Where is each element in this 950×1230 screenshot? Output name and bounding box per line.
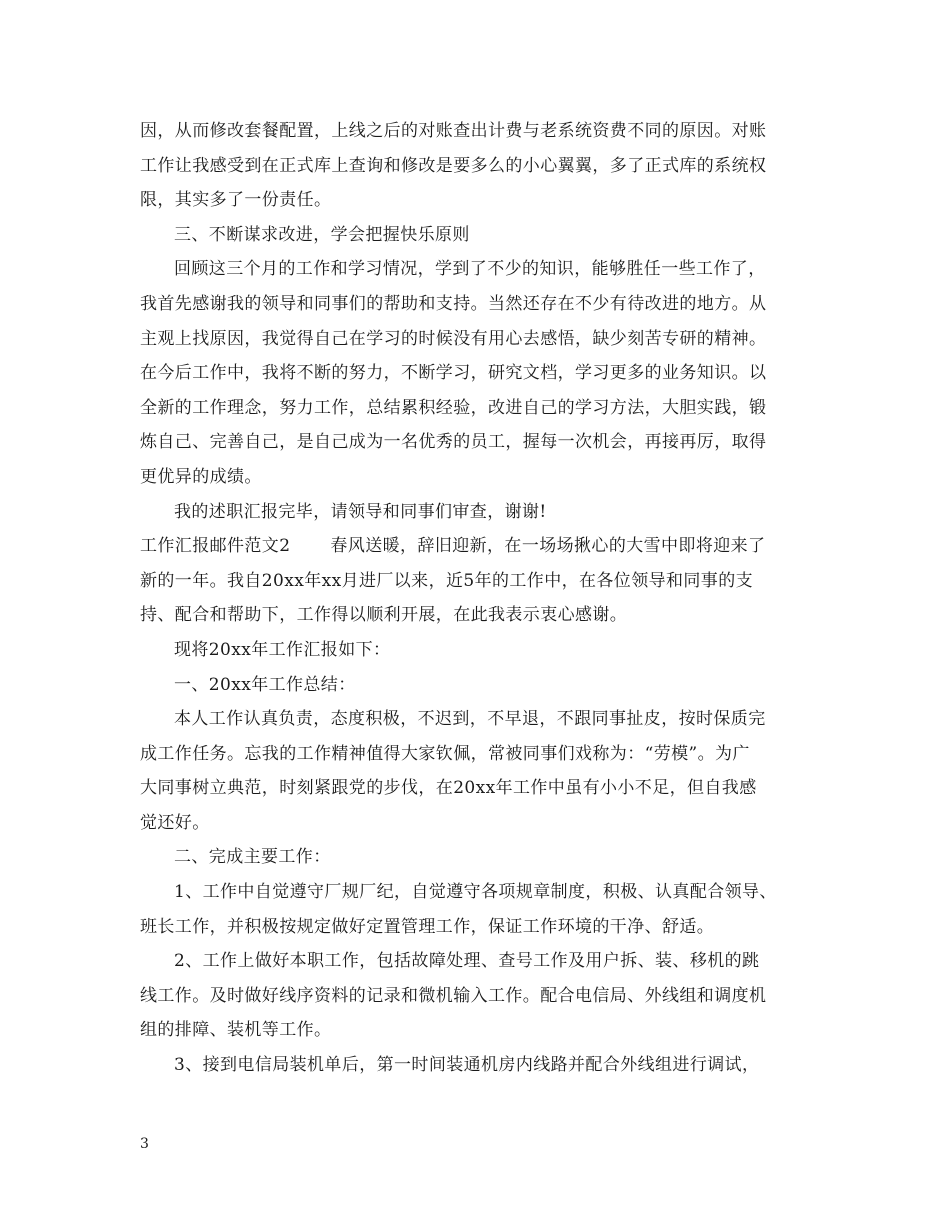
text-line: 1、工作中自觉遵守厂规厂纪，自觉遵守各项规章制度，积极、认真配合领导、	[174, 882, 777, 903]
article-title-line	[140, 529, 816, 564]
text-line: 班长工作，并积极按规定做好定置管理工作，保证工作环境的干净、舒适。	[140, 916, 715, 937]
text-line: 炼自己、完善自己，是自己成为一名优秀的员工，握每一次机会，再接再厉，取得	[140, 432, 767, 453]
article-title: 工作汇报邮件范文2	[140, 536, 291, 557]
text-line: 组的排障、装机等工作。	[140, 1020, 332, 1041]
text-line: 因，从而修改套餐配置，上线之后的对账查出计费与老系统资费不同的原因。对账	[140, 121, 767, 141]
document-body	[140, 114, 816, 1083]
text-line: 本人工作认真负责，态度积极，不迟到，不早退，不跟同事扯皮，按时保质完	[174, 709, 766, 730]
text-line: 3、接到电信局装机单后，第一时间装通机房内线路并配合外线组进行调试，	[174, 1055, 760, 1076]
text-line: 在今后工作中，我将不断的努力，不断学习，研究文档，学习更多的业务知识。以	[140, 363, 767, 384]
section-heading: 三、不断谋求改进，学会把握快乐原则	[174, 224, 470, 245]
text-line: 现将20xx年工作汇报如下：	[174, 639, 391, 660]
text-line: 大同事树立典范，时刻紧跟党的步伐，在20xx年工作中虽有小小不足，但自我感	[140, 778, 757, 799]
text-line: 工作让我感受到在正式库上查询和修改是要多么的小心翼翼，多了正式库的系统权	[140, 155, 767, 176]
text-line: 我的述职汇报完毕，请领导和同事们审查，谢谢!	[174, 501, 547, 522]
section-heading: 一、20xx年工作总结：	[174, 674, 356, 695]
text-line: 2、工作上做好本职工作，包括故障处理、查号工作及用户拆、装、移机的跳	[174, 951, 760, 972]
text-line: 成工作任务。忘我的工作精神值得大家钦佩，常被同事们戏称为：“劳模”。为广	[140, 743, 750, 764]
text-line: 线工作。及时做好线序资料的记录和微机输入工作。配合电信局、外线组和调度机	[140, 985, 767, 1006]
text-line: 觉还好。	[140, 812, 210, 833]
text-line: 限，其实多了一份责任。	[140, 190, 332, 211]
text-line: 更优异的成绩。	[140, 466, 262, 487]
section-heading: 二、完成主要工作：	[174, 847, 331, 868]
text-line: 新的一年。我自20xx年xx月进厂以来，近5年的工作中，在各位领导和同事的支	[140, 570, 753, 591]
article-intro: 春风送暖，辞旧迎新，在一场场揪心的大雪中即将迎来了	[330, 536, 766, 557]
text-line: 全新的工作理念，努力工作，总结累积经验，改进自己的学习方法，大胆实践，锻	[140, 397, 767, 418]
text-line: 主观上找原因，我觉得自己在学习的时候没有用心去感悟，缺少刻苦专研的精神。	[140, 328, 767, 349]
page-number: 3	[140, 1136, 149, 1152]
text-line: 回顾这三个月的工作和学习情况，学到了不少的知识，能够胜任一些工作了，	[174, 259, 766, 280]
text-line: 持、配合和帮助下，工作得以顺利开展，在此我表示衷心感谢。	[140, 605, 628, 626]
text-line: 我首先感谢我的领导和同事们的帮助和支持。当然还存在不少有待改进的地方。从	[140, 293, 767, 314]
